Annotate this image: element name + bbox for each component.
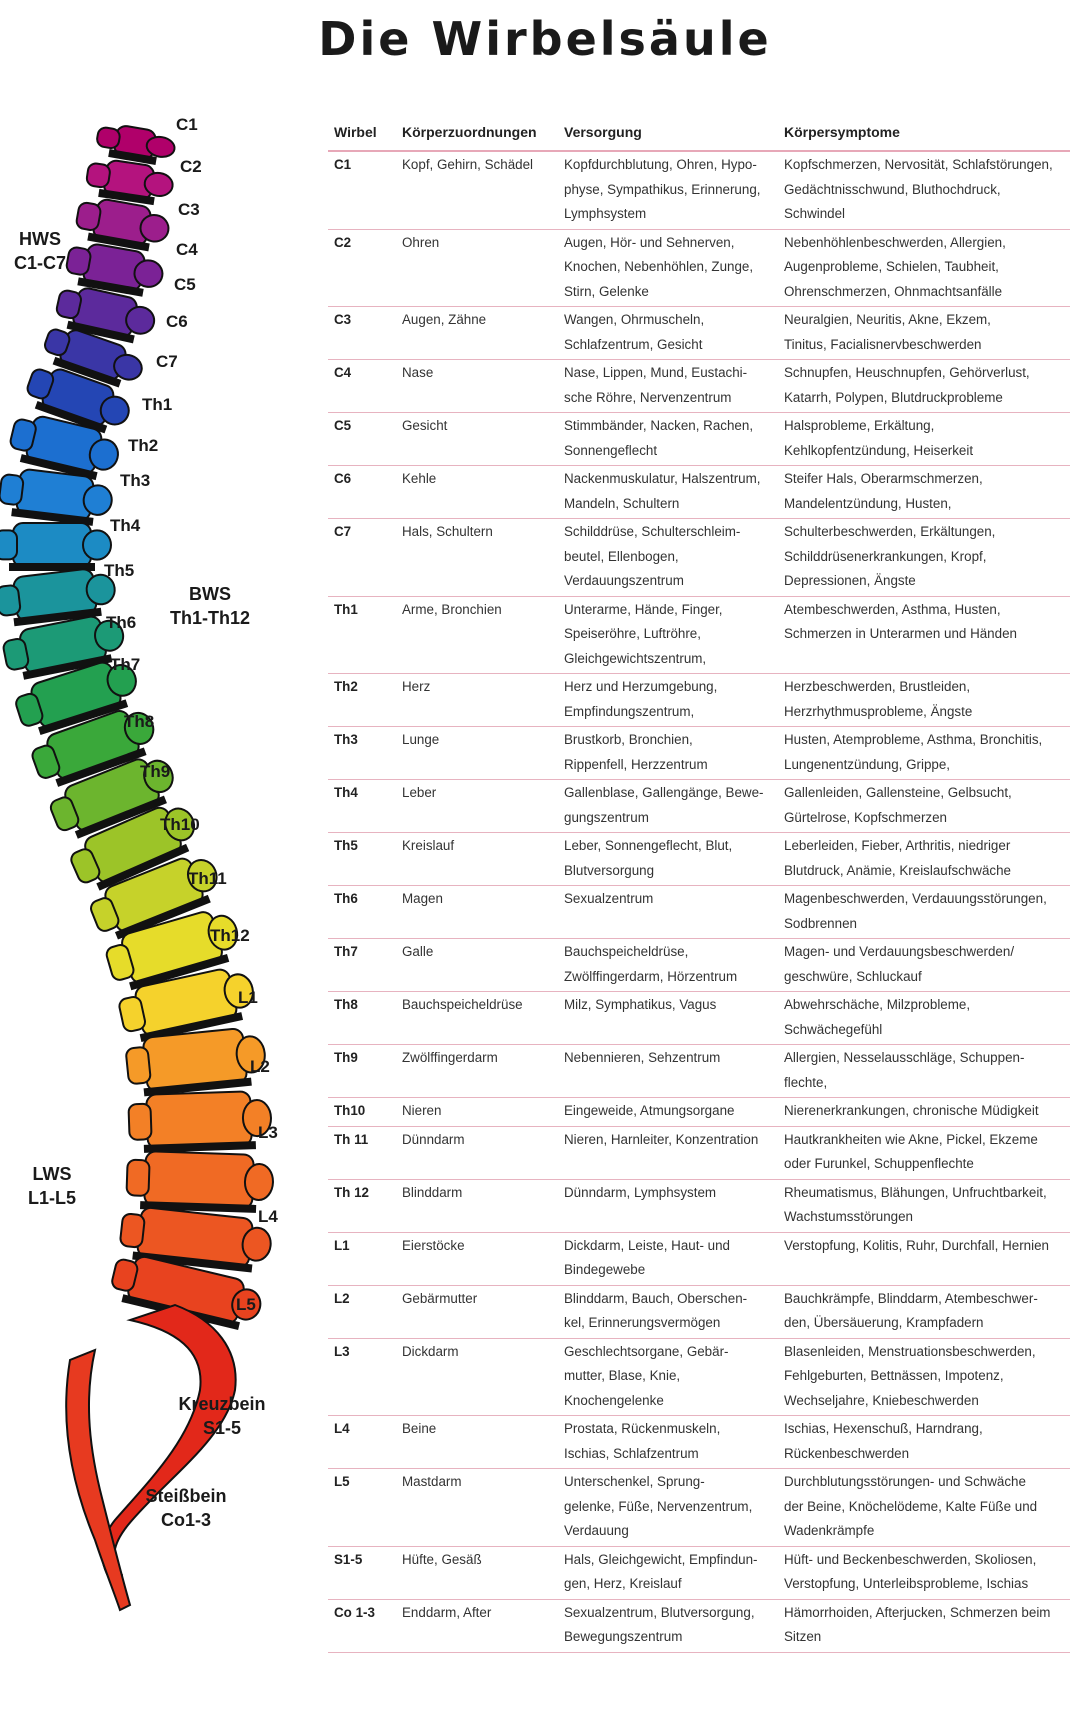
cell-line: Stimmbänder, Nacken, Rachen,: [564, 418, 754, 433]
cell-wirbel: S1-5: [328, 1546, 396, 1599]
vertebra-label: Th2: [128, 436, 159, 455]
cell-koerperzuordnung: Gebärmutter: [396, 1285, 558, 1338]
cell-line: flechte,: [784, 1074, 828, 1090]
vertebra-label: C2: [180, 157, 202, 176]
table-row: [328, 519, 1070, 597]
table-row: [328, 307, 1070, 360]
cell-line: sche Röhre, Nervenzentrum: [564, 389, 732, 405]
vertebra-label: Th7: [110, 655, 141, 674]
cell-wirbel: C7: [328, 519, 396, 597]
table-row: [328, 1338, 1070, 1416]
cell-koerpersymptome: [778, 886, 1070, 939]
cell-line: Sonnengeflecht: [564, 442, 658, 458]
cell-koerpersymptome: [778, 939, 1070, 992]
cell-versorgung: [558, 151, 778, 229]
cell-line: Tinitus, Facialisnervbeschwerden: [784, 336, 982, 352]
cell-wirbel: Th 11: [328, 1126, 396, 1179]
cell-versorgung: [558, 1098, 778, 1127]
cell-line: Empfindungszentrum,: [564, 703, 695, 719]
cell-line: Husten, Atemprobleme, Asthma, Bronchitis,: [784, 732, 1043, 747]
cell-koerperzuordnung: Lunge: [396, 727, 558, 780]
vertebra-label: C5: [174, 275, 196, 294]
vertebra-label: C4: [176, 240, 198, 259]
cell-line: Verdauungszentrum: [564, 573, 684, 588]
cell-line: kel, Erinnerungsvermögen: [564, 1315, 721, 1330]
cell-line: Allergien, Nesselausschläge, Schuppen-: [784, 1050, 1025, 1065]
cell-koerpersymptome: [778, 992, 1070, 1045]
cell-line: Nase, Lippen, Mund, Eustachi-: [564, 365, 748, 380]
region-label-kreuzbein: S1-5: [202, 1418, 242, 1438]
cell-line: Bauchkrämpfe, Blinddarm, Atembeschwer-: [784, 1290, 1038, 1306]
vertebra-body: [0, 523, 111, 571]
cell-line: Hüft- und Beckenbeschwerden, Skoliosen,: [784, 1551, 1037, 1567]
cell-koerperzuordnung: Arme, Bronchien: [396, 596, 558, 674]
cell-koerpersymptome: [778, 307, 1070, 360]
cell-koerpersymptome: [778, 1045, 1070, 1098]
cell-koerpersymptome: [778, 1126, 1070, 1179]
table-row: [328, 727, 1070, 780]
cell-line: Sexualzentrum: [564, 891, 654, 906]
cell-line: Kopfschmerzen, Nervosität, Schlafstörungen,: [784, 157, 1053, 172]
table-row: [328, 674, 1070, 727]
region-label-bws: BWS: [189, 584, 231, 604]
cell-line: Speiseröhre, Luftröhre,: [564, 626, 701, 641]
cell-line: Augenprobleme, Schielen, Taubheit,: [784, 259, 999, 274]
cell-line: Augen, Hör- und Sehnerven,: [564, 234, 735, 250]
region-label-steissbein: Co1-3: [160, 1510, 212, 1530]
cell-line: Schilddrüsenerkrankungen, Kropf,: [784, 548, 987, 564]
cell-versorgung: [558, 596, 778, 674]
vertebra-body: [74, 195, 172, 254]
cell-versorgung: [558, 1546, 778, 1599]
vertebra-label: C7: [156, 352, 178, 371]
cell-versorgung: [558, 1126, 778, 1179]
cell-versorgung: [558, 674, 778, 727]
cell-koerperzuordnung: Hüfte, Gesäß: [396, 1546, 558, 1599]
cell-wirbel: L1: [328, 1232, 396, 1285]
vertebra-table: [328, 118, 1070, 1653]
cell-koerperzuordnung: Nieren: [396, 1098, 558, 1127]
table-row: [328, 466, 1070, 519]
vertebra-body: [94, 122, 177, 168]
vertebra-label: Th6: [106, 613, 137, 632]
cell-versorgung: [558, 307, 778, 360]
cell-line: Schnupfen, Heuschnupfen, Gehörverlust,: [784, 365, 1030, 380]
cell-versorgung: [558, 229, 778, 307]
cell-line: Schulterbeschwerden, Erkältungen,: [784, 524, 996, 539]
vertebra-label: Th9: [140, 762, 171, 781]
table-row: [328, 780, 1070, 833]
cell-line: Geschlechtsorgane, Gebär-: [564, 1343, 729, 1359]
cell-line: Ohrenschmerzen, Ohnmachtsanfälle: [784, 283, 1003, 299]
cell-line: Schmerzen in Unterarmen und Händen: [784, 626, 1017, 641]
cell-versorgung: [558, 1469, 778, 1547]
cell-line: Brustkorb, Bronchien,: [564, 732, 693, 747]
cell-versorgung: [558, 1179, 778, 1232]
cell-wirbel: L5: [328, 1469, 396, 1547]
table-row: [328, 360, 1070, 413]
cell-versorgung: [558, 1338, 778, 1416]
cell-koerpersymptome: [778, 151, 1070, 229]
cell-versorgung: [558, 780, 778, 833]
table-row: [328, 596, 1070, 674]
cell-koerperzuordnung: Eierstöcke: [396, 1232, 558, 1285]
cell-versorgung: [558, 413, 778, 466]
cell-koerperzuordnung: Dünndarm: [396, 1126, 558, 1179]
cell-line: Wechseljahre, Kniebeschwerden: [784, 1392, 979, 1408]
cell-koerperzuordnung: Herz: [396, 674, 558, 727]
vertebra-label: Th12: [210, 926, 250, 945]
cell-koerpersymptome: [778, 833, 1070, 886]
cell-wirbel: C1: [328, 151, 396, 229]
table-row: [328, 1469, 1070, 1547]
cell-koerperzuordnung: Bauchspeicheldrüse: [396, 992, 558, 1045]
cell-line: Bindegewebe: [564, 1262, 646, 1277]
cell-line: Eingeweide, Atmungsorgane: [564, 1103, 735, 1118]
cell-line: Magen- und Verdauungsbeschwerden/: [784, 944, 1015, 959]
cell-line: Katarrh, Polypen, Blutdruckprobleme: [784, 389, 1003, 405]
cell-line: Schwindel: [784, 206, 846, 221]
cell-wirbel: Th 12: [328, 1179, 396, 1232]
table-row: [328, 1546, 1070, 1599]
cell-line: Bewegungszentrum: [564, 1629, 683, 1644]
vertebra-label: L3: [258, 1123, 278, 1142]
cell-line: Gallenleiden, Gallensteine, Gelbsucht,: [784, 785, 1012, 800]
cell-versorgung: [558, 833, 778, 886]
cell-koerpersymptome: [778, 360, 1070, 413]
cell-koerperzuordnung: Zwölffingerdarm: [396, 1045, 558, 1098]
cell-line: Blutdruck, Anämie, Kreislaufschwäche: [784, 862, 1012, 878]
cell-koerpersymptome: [778, 413, 1070, 466]
vertebra-body: [84, 157, 175, 208]
vertebra-label: C1: [176, 115, 198, 134]
cell-line: Bauchspeicheldrüse,: [564, 944, 689, 959]
cell-versorgung: [558, 939, 778, 992]
cell-koerperzuordnung: Ohren: [396, 229, 558, 307]
vertebra-label: L4: [258, 1207, 278, 1226]
cell-koerperzuordnung: Nase: [396, 360, 558, 413]
vertebra-label: C6: [166, 312, 188, 331]
cell-koerperzuordnung: Galle: [396, 939, 558, 992]
cell-versorgung: [558, 1045, 778, 1098]
cell-versorgung: [558, 360, 778, 413]
cell-versorgung: [558, 1285, 778, 1338]
cell-line: Rippenfell, Herzzentrum: [564, 756, 708, 772]
cell-line: mutter, Blase, Knie,: [564, 1368, 681, 1383]
cell-line: Wangen, Ohrmuscheln,: [564, 312, 705, 327]
cell-koerperzuordnung: Enddarm, After: [396, 1599, 558, 1652]
cell-wirbel: Th8: [328, 992, 396, 1045]
cell-line: Fehlgeburten, Bettnässen, Impotenz,: [784, 1368, 1004, 1383]
table-row: [328, 1179, 1070, 1232]
region-label-hws: C1-C7: [13, 253, 67, 273]
cell-line: Nebennieren, Sehzentrum: [564, 1050, 721, 1065]
cell-koerpersymptome: [778, 1469, 1070, 1547]
cell-koerperzuordnung: Dickdarm: [396, 1338, 558, 1416]
vertebra-label: Th5: [104, 561, 135, 580]
cell-line: Nieren, Harnleiter, Konzentration: [564, 1131, 759, 1147]
cell-line: Steifer Hals, Oberarmschmerzen,: [784, 471, 983, 486]
cell-line: Sitzen: [784, 1629, 822, 1644]
cell-wirbel: Th5: [328, 833, 396, 886]
cell-line: Schwächegefühl: [784, 1021, 883, 1037]
cell-koerperzuordnung: Blinddarm: [396, 1179, 558, 1232]
table-row: [328, 1416, 1070, 1469]
cell-line: Leber, Sonnengeflecht, Blut,: [564, 838, 733, 853]
cell-wirbel: Th9: [328, 1045, 396, 1098]
cell-line: Sexualzentrum, Blutversorgung,: [564, 1604, 755, 1620]
cell-wirbel: L3: [328, 1338, 396, 1416]
cell-wirbel: Th1: [328, 596, 396, 674]
cell-line: Stirn, Gelenke: [564, 283, 649, 299]
cell-line: Kopfdurchblutung, Ohren, Hypo-: [564, 157, 757, 172]
cell-wirbel: Th2: [328, 674, 396, 727]
cell-line: Dickdarm, Leiste, Haut- und: [564, 1237, 730, 1253]
table-row: [328, 1599, 1070, 1652]
cell-line: Wadenkrämpfe: [784, 1523, 875, 1538]
cell-koerperzuordnung: Leber: [396, 780, 558, 833]
cell-versorgung: [558, 992, 778, 1045]
cell-wirbel: C2: [328, 229, 396, 307]
cell-line: Durchblutungsstörungen- und Schwäche: [784, 1474, 1026, 1489]
cell-wirbel: Th7: [328, 939, 396, 992]
cell-koerperzuordnung: Augen, Zähne: [396, 307, 558, 360]
table-row: [328, 413, 1070, 466]
cell-line: Lungenentzündung, Grippe,: [784, 756, 951, 772]
cell-line: Wachstumsstörungen: [784, 1209, 914, 1224]
cell-line: gelenke, Füße, Nervenzentrum,: [564, 1498, 753, 1514]
cell-line: Unterschenkel, Sprung-: [564, 1474, 705, 1489]
table-row: [328, 1126, 1070, 1179]
coccyx-shape: [66, 1350, 130, 1610]
cell-line: Neuralgien, Neuritis, Akne, Ekzem,: [784, 312, 991, 327]
table-header-row: [328, 118, 1070, 151]
cell-versorgung: [558, 1416, 778, 1469]
cell-koerpersymptome: [778, 1179, 1070, 1232]
cell-line: Ischias, Hexenschuß, Harndrang,: [784, 1421, 983, 1436]
cell-line: Milz, Symphatikus, Vagus: [564, 997, 717, 1012]
cell-line: Nierenerkrankungen, chronische Müdigkeit: [784, 1103, 1039, 1118]
cell-versorgung: [558, 1599, 778, 1652]
vertebra-label: Th11: [188, 869, 227, 888]
cell-line: Magenbeschwerden, Verdauungsstörungen,: [784, 891, 1047, 906]
cell-versorgung: [558, 1232, 778, 1285]
cell-koerperzuordnung: Kopf, Gehirn, Schädel: [396, 151, 558, 229]
cell-line: Lymphsystem: [564, 206, 647, 221]
cell-line: Hautkrankheiten wie Akne, Pickel, Ekzeme: [784, 1131, 1038, 1147]
cell-line: Rückenbeschwerden: [784, 1445, 910, 1461]
cell-koerperzuordnung: Magen: [396, 886, 558, 939]
table-row: [328, 151, 1070, 229]
cell-line: Hämorrhoiden, Afterjucken, Schmerzen beim: [784, 1604, 1051, 1620]
cell-koerpersymptome: [778, 1416, 1070, 1469]
cell-line: Nackenmuskulatur, Halszentrum,: [564, 471, 761, 486]
cell-versorgung: [558, 727, 778, 780]
cell-line: beutel, Ellenbogen,: [564, 548, 679, 564]
cell-line: gen, Herz, Kreislauf: [564, 1576, 682, 1591]
cell-koerpersymptome: [778, 1546, 1070, 1599]
cell-wirbel: L4: [328, 1416, 396, 1469]
cell-line: Gedächtnisschwund, Bluthochdruck,: [784, 181, 1001, 197]
cell-line: Ischias, Schlafzentrum: [564, 1445, 699, 1461]
vertebra-label: L5: [236, 1295, 256, 1314]
cell-line: Herzbeschwerden, Brustleiden,: [784, 679, 971, 694]
cell-line: Depressionen, Ängste: [784, 573, 916, 588]
cell-koerperzuordnung: Kehle: [396, 466, 558, 519]
cell-line: Kehlkopfentzündung, Heiserkeit: [784, 442, 974, 458]
vertebra-label: L2: [250, 1057, 270, 1076]
cell-koerpersymptome: [778, 1285, 1070, 1338]
cell-line: Herzrhythmusprobleme, Ängste: [784, 703, 973, 719]
cell-koerperzuordnung: Kreislauf: [396, 833, 558, 886]
table-row: [328, 886, 1070, 939]
cell-line: Verdauung: [564, 1523, 629, 1538]
cell-line: gungszentrum: [564, 809, 649, 825]
cell-line: geschwüre, Schluckauf: [784, 968, 922, 984]
sacrum-shape: [102, 1305, 236, 1590]
cell-line: der Beine, Knöchelödeme, Kalte Füße und: [784, 1498, 1038, 1514]
cell-versorgung: [558, 886, 778, 939]
cell-line: Mandeln, Schultern: [564, 495, 680, 511]
cell-wirbel: Co 1-3: [328, 1599, 396, 1652]
cell-koerpersymptome: [778, 1599, 1070, 1652]
cell-line: Nebenhöhlenbeschwerden, Allergien,: [784, 234, 1006, 250]
region-label-lws: LWS: [32, 1164, 72, 1184]
vertebra-body: [64, 240, 166, 300]
table-row: [328, 939, 1070, 992]
vertebra-body: [0, 566, 118, 628]
cell-line: physe, Sympathikus, Erinnerung,: [564, 181, 761, 197]
cell-wirbel: Th3: [328, 727, 396, 780]
cell-line: Verstopfung, Kolitis, Ruhr, Durchfall, Hernien: [784, 1237, 1049, 1253]
cell-koerpersymptome: [778, 1338, 1070, 1416]
cell-line: Halsprobleme, Erkältung,: [784, 418, 935, 433]
header-wirbel: Wirbel: [328, 118, 396, 151]
vertebra-label: Th4: [110, 516, 141, 535]
header-versorgung: Versorgung: [558, 118, 778, 151]
table-row: [328, 1232, 1070, 1285]
cell-line: Leberleiden, Fieber, Arthritis, niedriger: [784, 838, 1011, 853]
cell-line: Blinddarm, Bauch, Oberschen-: [564, 1290, 748, 1306]
cell-koerpersymptome: [778, 780, 1070, 833]
cell-wirbel: C4: [328, 360, 396, 413]
cell-koerpersymptome: [778, 596, 1070, 674]
cell-line: Knochengelenke: [564, 1392, 664, 1408]
vertebra-label: Th1: [142, 395, 173, 414]
cell-wirbel: Th4: [328, 780, 396, 833]
cell-koerpersymptome: [778, 1098, 1070, 1127]
cell-line: Gürtelrose, Kopfschmerzen: [784, 809, 947, 825]
cell-line: Dünndarm, Lymphsystem: [564, 1184, 717, 1200]
cell-koerpersymptome: [778, 1232, 1070, 1285]
region-label-steissbein: Steißbein: [145, 1486, 227, 1506]
cell-line: Gallenblase, Gallengänge, Bewe-: [564, 785, 764, 800]
cell-line: Knochen, Nebenhöhlen, Zunge,: [564, 259, 754, 274]
region-label-kreuzbein: Kreuzbein: [178, 1394, 266, 1414]
table-row: [328, 992, 1070, 1045]
cell-koerpersymptome: [778, 466, 1070, 519]
cell-line: Sodbrennen: [784, 915, 857, 931]
vertebra-body: [128, 1091, 272, 1154]
vertebra-body: [126, 1151, 274, 1214]
cell-line: Atembeschwerden, Asthma, Husten,: [784, 601, 1001, 617]
vertebra-label: Th3: [120, 471, 151, 490]
cell-line: Herz und Herzumgebung,: [564, 679, 718, 694]
cell-koerpersymptome: [778, 519, 1070, 597]
cell-line: Gleichgewichtszentrum,: [564, 650, 707, 666]
table-row: [328, 833, 1070, 886]
page-title: Die Wirbelsäule: [318, 12, 772, 66]
cell-wirbel: Th6: [328, 886, 396, 939]
cell-line: Blutversorgung: [564, 862, 655, 878]
cell-line: den, Übersäuerung, Krampfadern: [784, 1315, 984, 1330]
cell-wirbel: L2: [328, 1285, 396, 1338]
cell-koerpersymptome: [778, 229, 1070, 307]
cell-koerperzuordnung: Hals, Schultern: [396, 519, 558, 597]
table-row: [328, 1045, 1070, 1098]
cell-koerperzuordnung: Beine: [396, 1416, 558, 1469]
vertebra-label: Th8: [124, 712, 155, 731]
spine-illustration: [0, 0, 330, 1717]
cell-wirbel: Th10: [328, 1098, 396, 1127]
cell-koerpersymptome: [778, 727, 1070, 780]
cell-koerperzuordnung: Gesicht: [396, 413, 558, 466]
cell-versorgung: [558, 466, 778, 519]
cell-line: Mandelentzündung, Husten,: [784, 495, 952, 511]
cell-line: Prostata, Rückenmuskeln,: [564, 1421, 721, 1436]
region-label-lws: L1-L5: [27, 1188, 77, 1208]
table-row: [328, 1285, 1070, 1338]
cell-line: Abwehrschäche, Milzprobleme,: [784, 997, 971, 1012]
cell-line: Unterarme, Hände, Finger,: [564, 601, 723, 617]
cell-koerpersymptome: [778, 674, 1070, 727]
cell-line: Schilddrüse, Schulterschleim-: [564, 524, 741, 539]
cell-wirbel: C5: [328, 413, 396, 466]
vertebra-label: L1: [238, 988, 258, 1007]
header-koerperzuordnungen: Körperzuordnungen: [396, 118, 558, 151]
cell-line: Verstopfung, Unterleibsprobleme, Ischias: [784, 1576, 1029, 1591]
cell-line: Schlafzentrum, Gesicht: [564, 336, 703, 352]
region-label-hws: HWS: [19, 229, 61, 249]
header-koerpersymptome: Körpersymptome: [778, 118, 1070, 151]
cell-line: Rheumatismus, Blähungen, Unfruchtbarkeit,: [784, 1184, 1047, 1200]
cell-line: Hals, Gleichgewicht, Empfindun-: [564, 1551, 758, 1567]
cell-line: Blasenleiden, Menstruationsbeschwerden,: [784, 1343, 1036, 1359]
cell-line: oder Furunkel, Schuppenflechte: [784, 1156, 974, 1171]
table-row: [328, 1098, 1070, 1127]
cell-koerperzuordnung: Mastdarm: [396, 1469, 558, 1547]
cell-wirbel: C6: [328, 466, 396, 519]
region-label-bws: Th1-Th12: [169, 608, 251, 628]
vertebra-body: [0, 466, 114, 527]
cell-wirbel: C3: [328, 307, 396, 360]
cell-line: Zwölffingerdarm, Hörzentrum: [564, 968, 738, 984]
table-row: [328, 229, 1070, 307]
vertebra-label: C3: [178, 200, 200, 219]
vertebra-label: Th10: [160, 815, 200, 834]
cell-versorgung: [558, 519, 778, 597]
